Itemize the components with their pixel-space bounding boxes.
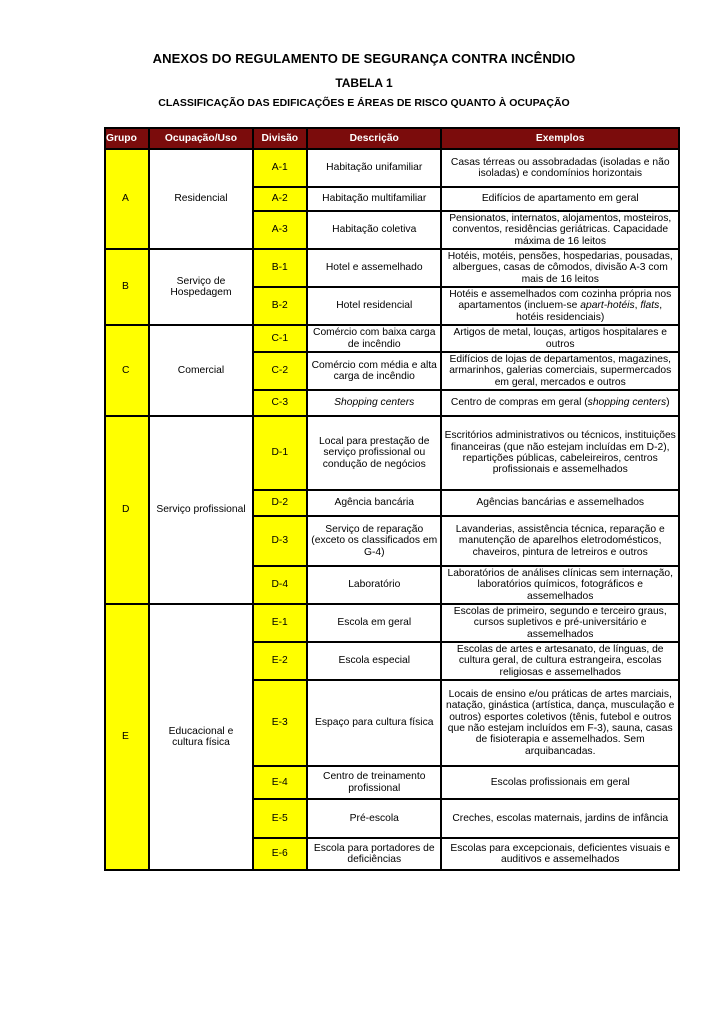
division-cell: D-2	[254, 491, 307, 515]
table-row	[106, 605, 678, 641]
examples-cell: Locais de ensino e/ou práticas de artes marciais, natação, ginástica (artística, dança, musculação e outros) esportes coletivos (tênis, futebol e outros que não estejam incluídos em F-3), sauna, casas de fisioterapia e assemelhados. Sem arquibancadas.	[442, 681, 678, 765]
division-cell: E-1	[254, 605, 307, 641]
division-cell: A-3	[254, 212, 307, 248]
division-cell: E-3	[254, 681, 307, 765]
description-cell: Centro de treinamento profissional	[308, 767, 440, 798]
examples-cell: Pensionatos, internatos, alojamentos, mosteiros, conventos, residências geriátricas. Capacidade máxima de 16 leitos	[442, 212, 678, 248]
col-header-grupo: Grupo	[106, 129, 148, 148]
occupation-cell: Comercial	[150, 326, 251, 415]
description-cell: Escola especial	[308, 643, 440, 679]
description-cell: Hotel residencial	[308, 288, 440, 324]
col-header-exemplos: Exemplos	[442, 129, 678, 148]
description-cell: Espaço para cultura física	[308, 681, 440, 765]
examples-cell: Lavanderias, assistência técnica, reparação e manutenção de aparelhos eletrodomésticos, chaveiros, pintura de letreiros e outros	[442, 517, 678, 565]
classification-table	[104, 127, 680, 871]
table-row	[106, 417, 678, 489]
description-cell: Comércio com baixa carga de incêndio	[308, 326, 440, 351]
division-cell: A-2	[254, 188, 307, 210]
col-header-descricao: Descrição	[308, 129, 440, 148]
col-header-divisao: Divisão	[254, 129, 307, 148]
examples-cell: Escolas profissionais em geral	[442, 767, 678, 798]
description-cell: Habitação unifamiliar	[308, 150, 440, 186]
division-cell: E-2	[254, 643, 307, 679]
table-header-row	[106, 129, 678, 148]
examples-cell: Artigos de metal, louças, artigos hospitalares e outros	[442, 326, 678, 351]
group-cell: A	[106, 150, 148, 248]
examples-cell: Escolas de artes e artesanato, de línguas, de cultura geral, de cultura estrangeira, escolas religiosas e assemelhados	[442, 643, 678, 679]
examples-cell: Hotéis, motéis, pensões, hospedarias, pousadas, albergues, casas de cômodos, divisão A-3 com mais de 16 leitos	[442, 250, 678, 286]
description-cell: Pré-escola	[308, 800, 440, 837]
group-cell: E	[106, 605, 148, 869]
examples-cell: Escolas de primeiro, segundo e terceiro graus, cursos supletivos e pré-universitário e assemelhados	[442, 605, 678, 641]
examples-cell: Casas térreas ou assobradadas (isoladas e não isoladas) e condomínios horizontais	[442, 150, 678, 186]
occupation-cell: Residencial	[150, 150, 251, 248]
division-cell: C-2	[254, 353, 307, 389]
examples-cell: Escolas para excepcionais, deficientes visuais e auditivos e assemelhados	[442, 839, 678, 869]
group-cell: D	[106, 417, 148, 603]
description-cell: Laboratório	[308, 567, 440, 603]
division-cell: E-4	[254, 767, 307, 798]
description-cell: Local para prestação de serviço profissional ou condução de negócios	[308, 417, 440, 489]
examples-cell: Creches, escolas maternais, jardins de infância	[442, 800, 678, 837]
group-cell: C	[106, 326, 148, 415]
occupation-cell: Serviço de Hospedagem	[150, 250, 251, 324]
description-cell: Habitação multifamiliar	[308, 188, 440, 210]
division-cell: D-3	[254, 517, 307, 565]
table-caption: CLASSIFICAÇÃO DAS EDIFICAÇÕES E ÁREAS DE RISCO QUANTO À OCUPAÇÃO	[158, 97, 570, 109]
examples-cell: Laboratórios de análises clínicas sem internação, laboratórios químicos, fotográficos e assemelhados	[442, 567, 678, 603]
examples-cell: Hotéis e assemelhados com cozinha própria nos apartamentos (incluem-se apart-hotéis, flats, hotéis residenciais)	[442, 288, 678, 324]
occupation-cell: Educacional e cultura física	[150, 605, 251, 869]
page-title: ANEXOS DO REGULAMENTO DE SEGURANÇA CONTRA INCÊNDIO	[152, 51, 576, 66]
description-cell: Escola em geral	[308, 605, 440, 641]
examples-cell: Centro de compras em geral (shopping centers)	[442, 391, 678, 415]
division-cell: C-3	[254, 391, 307, 415]
description-cell: Escola para portadores de deficiências	[308, 839, 440, 869]
description-cell: Habitação coletiva	[308, 212, 440, 248]
division-cell: E-5	[254, 800, 307, 837]
description-cell: Shopping centers	[308, 391, 440, 415]
description-cell: Serviço de reparação (exceto os classificados em G-4)	[308, 517, 440, 565]
division-cell: D-1	[254, 417, 307, 489]
examples-cell: Edifícios de apartamento em geral	[442, 188, 678, 210]
table-row	[106, 250, 678, 286]
division-cell: C-1	[254, 326, 307, 351]
examples-cell: Edifícios de lojas de departamentos, magazines, armarinhos, galerias comerciais, supermercados em geral, mercados e outros	[442, 353, 678, 389]
group-cell: B	[106, 250, 148, 324]
division-cell: D-4	[254, 567, 307, 603]
col-header-ocupacao: Ocupação/Uso	[150, 129, 251, 148]
table-row	[106, 326, 678, 351]
description-cell: Agência bancária	[308, 491, 440, 515]
table-row	[106, 150, 678, 186]
table-number: TABELA 1	[335, 76, 393, 90]
examples-cell: Agências bancárias e assemelhados	[442, 491, 678, 515]
division-cell: B-1	[254, 250, 307, 286]
description-cell: Hotel e assemelhado	[308, 250, 440, 286]
description-cell: Comércio com média e alta carga de incêndio	[308, 353, 440, 389]
division-cell: E-6	[254, 839, 307, 869]
division-cell: A-1	[254, 150, 307, 186]
division-cell: B-2	[254, 288, 307, 324]
examples-cell: Escritórios administrativos ou técnicos, instituições financeiras (que não estejam incluídas em D-2), repartições públicas, cabeleireiros, centros profissionais e assemelhados	[442, 417, 678, 489]
occupation-cell: Serviço profissional	[150, 417, 251, 603]
